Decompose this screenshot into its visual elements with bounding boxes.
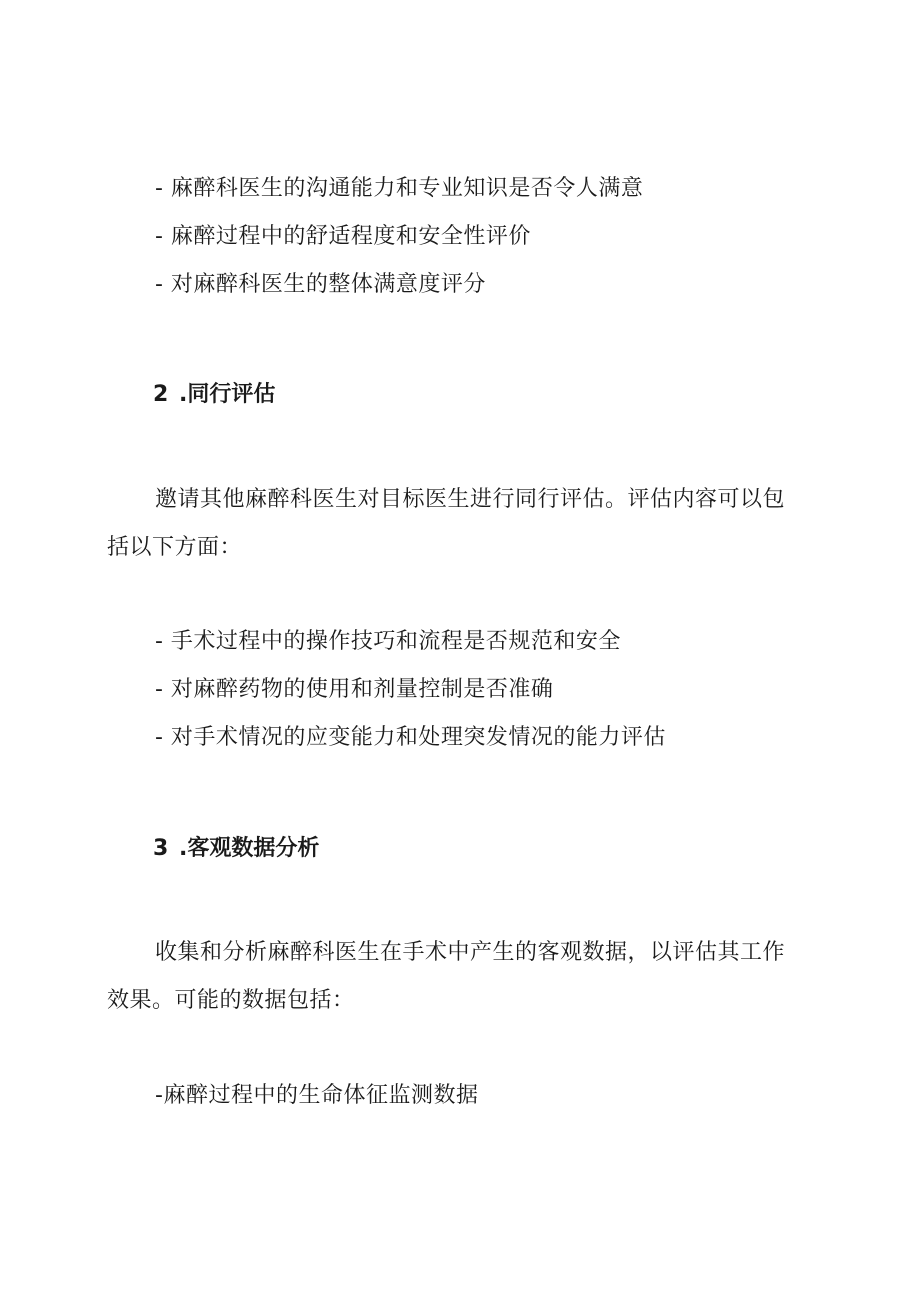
list-item: - 麻醉过程中的舒适程度和安全性评价 xyxy=(155,224,531,249)
list-item: - 对麻醉科医生的整体满意度评分 xyxy=(155,272,486,297)
section-title: .客观数据分析 xyxy=(179,836,320,861)
section-heading xyxy=(153,834,319,864)
section-number: 2 xyxy=(153,382,169,407)
list-item: -麻醉过程中的生命体征监测数据 xyxy=(155,1083,479,1108)
list-item: - 手术过程中的操作技巧和流程是否规范和安全 xyxy=(155,629,621,654)
list-item: - 对手术情况的应变能力和处理突发情况的能力评估 xyxy=(155,725,666,750)
list-item: - 麻醉科医生的沟通能力和专业知识是否令人满意 xyxy=(155,176,644,201)
section-title: .同行评估 xyxy=(179,382,276,407)
section-heading xyxy=(153,380,275,410)
paragraph-line: 效果。可能的数据包括： xyxy=(107,988,355,1013)
paragraph-line: 括以下方面： xyxy=(107,535,243,560)
paragraph-line: 邀请其他麻醉科医生对目标医生进行同行评估。评估内容可以包 xyxy=(155,487,786,512)
section-number: 3 xyxy=(153,836,169,861)
paragraph-line: 收集和分析麻醉科医生在手术中产生的客观数据，以评估其工作 xyxy=(155,940,786,965)
list-item: - 对麻醉药物的使用和剂量控制是否准确 xyxy=(155,677,554,702)
